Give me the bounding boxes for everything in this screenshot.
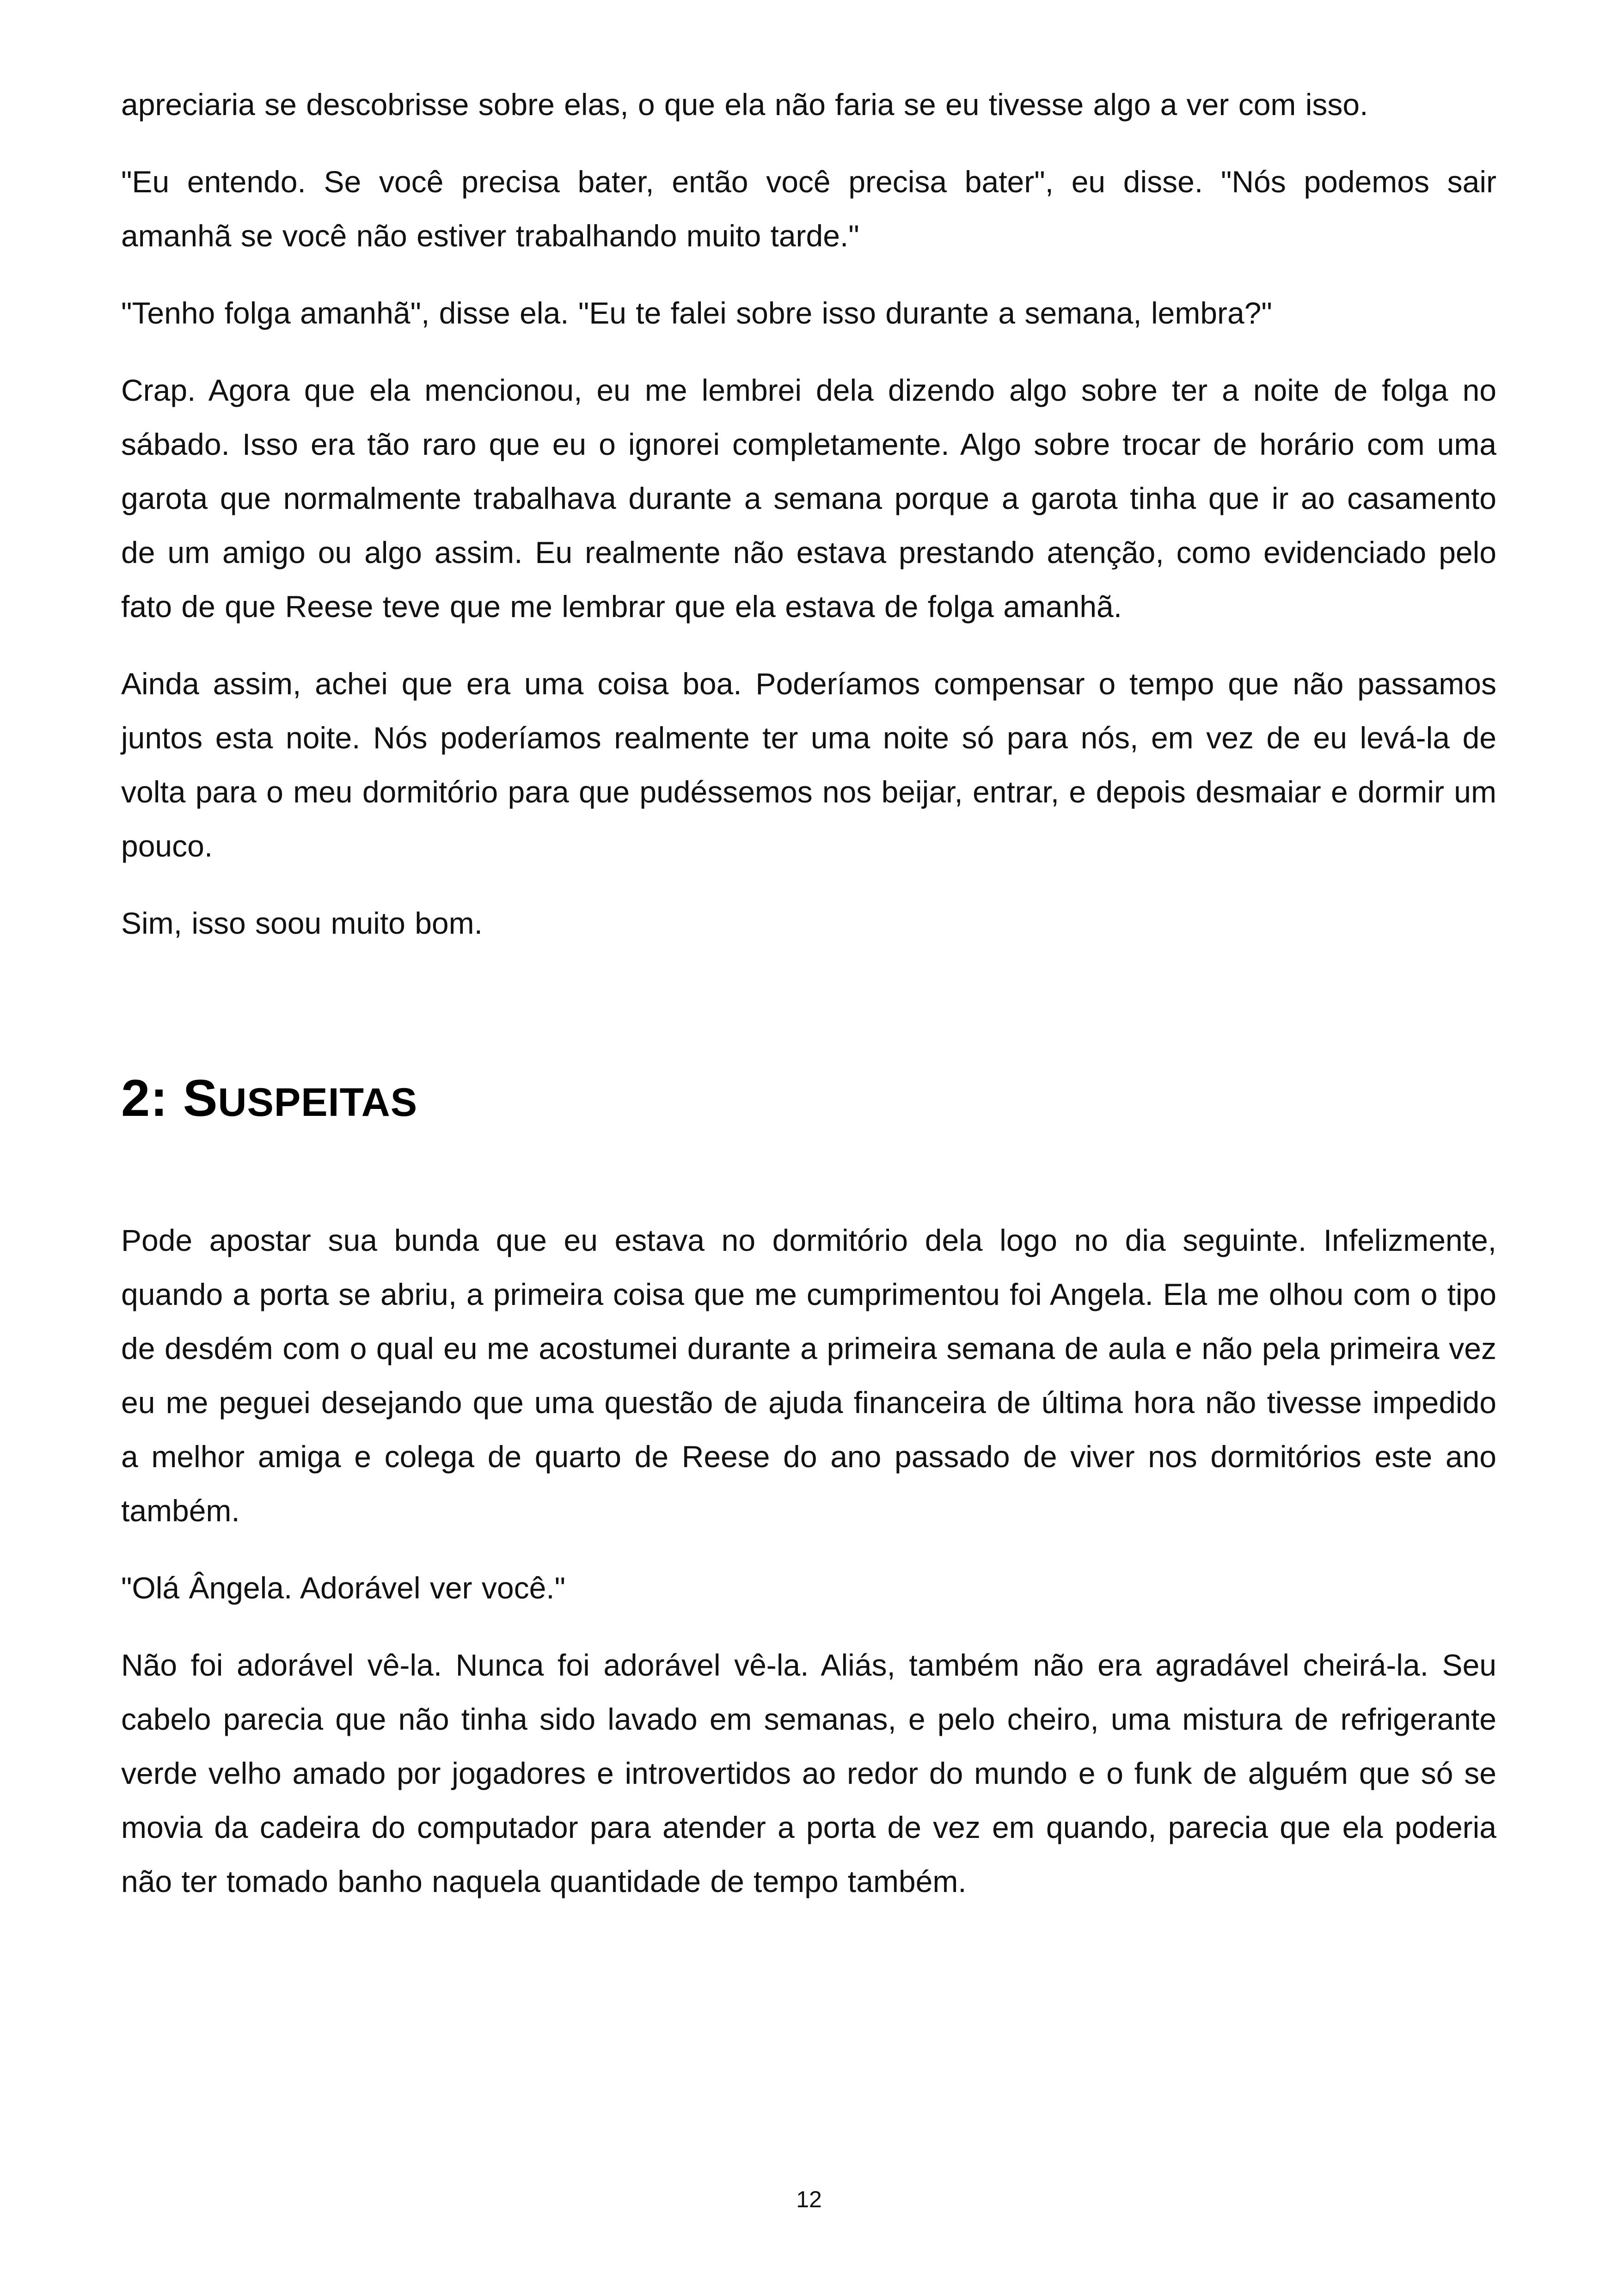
chapter-title-rest: USPEITAS	[218, 1080, 418, 1125]
paragraph: Crap. Agora que ela mencionou, eu me lembrei dela dizendo algo sobre ter a noite de folga no sábado. Isso era tão raro que eu o ignorei completamente. Algo sobre trocar de horário com uma garota que normalmente trabalhava durante a semana porque a garota tinha que ir ao casamento de um amigo ou algo assim. Eu realmente não estava prestando atenção, como evidenciado pelo fato de que Reese teve que me lembrar que ela estava de folga amanhã.	[121, 373, 1496, 624]
paragraph: "Olá Ângela. Adorável ver você."	[121, 1571, 566, 1605]
paragraph: "Eu entendo. Se você precisa bater, então você precisa bater", eu disse. "Nós podemos sair amanhã se você não estiver trabalhando muito tarde."	[121, 165, 1496, 253]
paragraph: "Tenho folga amanhã", disse ela. "Eu te falei sobre isso durante a semana, lembra?"	[121, 296, 1272, 330]
paragraph: Não foi adorável vê-la. Nunca foi adorável vê-la. Aliás, também não era agradável cheirá-la. Seu cabelo parecia que não tinha sido lavado em semanas, e pelo cheiro, uma mistura de refrigerante verde velho amado por jogadores e introvertidos ao redor do mundo e o funk de alguém que só se movia da cadeira do computador para atender a porta de vez em quando, parecia que ela poderia não ter tomado banho naquela quantidade de tempo também.	[121, 1648, 1496, 1898]
paragraph: Pode apostar sua bunda que eu estava no dormitório dela logo no dia seguinte. Infelizmente, quando a porta se abriu, a primeira coisa que me cumprimentou foi Angela. Ela me olhou com o tipo de desdém com o qual eu me acostumei durante a primeira semana de aula e não pela primeira vez eu me peguei desejando que uma questão de ajuda financeira de última hora não tivesse impedido a melhor amiga e colega de quarto de Reese do ano passado de viver nos dormitórios este ano também.	[121, 1223, 1496, 1528]
chapter-heading	[121, 1066, 1496, 1135]
paragraph: apreciaria se descobrisse sobre elas, o que ela não faria se eu tivesse algo a ver com isso.	[121, 87, 1368, 122]
chapter-number: 2:	[121, 1069, 183, 1127]
paragraph: Sim, isso soou muito bom.	[121, 906, 483, 940]
chapter-title-initial: S	[183, 1069, 218, 1127]
page-number: 12	[796, 2186, 822, 2212]
paragraph: Ainda assim, achei que era uma coisa boa. Poderíamos compensar o tempo que não passamos juntos esta noite. Nós poderíamos realmente ter uma noite só para nós, em vez de eu levá-la de volta para o meu dormitório para que pudéssemos nos beijar, entrar, e depois desmaiar e dormir um pouco.	[121, 667, 1496, 863]
page-content	[121, 78, 1496, 1932]
